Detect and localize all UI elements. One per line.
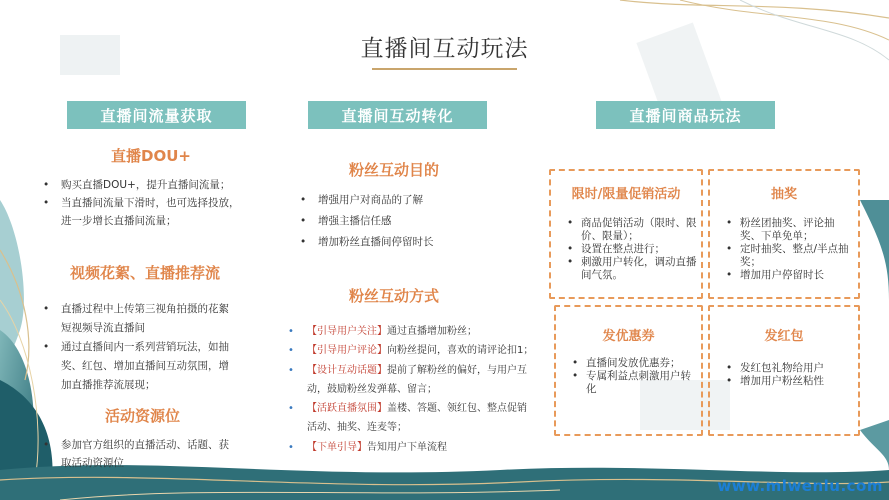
item-tag: 【引导用户评论】 <box>307 345 387 357</box>
col1-sec3-title: 活动资源位 <box>105 407 181 425</box>
col1-header: 直播间流量获取 <box>67 101 246 129</box>
list-item: • 增强用户对商品的了解 <box>296 190 546 211</box>
lottery-box-title: 抽奖 <box>770 187 797 202</box>
footer-url: www.mlwenlu.com <box>717 477 883 495</box>
col1-sec3-list <box>39 436 269 472</box>
col2-sec1-title: 粉丝互动目的 <box>349 161 440 179</box>
item-text: 盖楼、答题、领红包、整点促销 <box>387 403 527 415</box>
list-item-continued <box>284 380 554 399</box>
item-text: 动，鼓励粉丝发弹幕、留言； <box>307 383 437 395</box>
list-item: • 设置在整点进行； <box>567 243 697 256</box>
list-item: • 专属利益点刺激用户转化 <box>572 370 694 396</box>
col1-sec2-title: 视频花絮、直播推荐流 <box>70 264 221 282</box>
list-item: • 粉丝团抽奖、评论抽奖、下单免单； <box>726 217 850 243</box>
coupon-box-list <box>572 357 694 396</box>
list-item: • 增强主播信任感 <box>296 211 546 232</box>
item-text: 活动、抽奖、连麦等； <box>307 422 407 434</box>
coupon-box-title: 发优惠券 <box>602 329 655 344</box>
col2-header: 直播间互动转化 <box>308 101 487 129</box>
list-item-continued: 取活动资源位 <box>61 457 124 469</box>
list-item <box>284 438 554 457</box>
list-item: • 增加用户粉丝粘性 <box>726 375 850 388</box>
item-text: 通过直播增加粉丝； <box>387 326 477 337</box>
item-tag: 【设计互动话题】 <box>307 364 387 376</box>
list-item-continued <box>284 418 554 437</box>
coupon-box <box>554 305 703 436</box>
promo-box <box>549 169 703 299</box>
list-item: • 直播间发放优惠券； <box>572 357 694 370</box>
list-item-continued: 加直播推荐流展现； <box>61 379 156 391</box>
list-item: • 刺激用户转化，调动直播间气氛。 <box>567 256 697 282</box>
list-item: • 增加粉丝直播间停留时长 <box>296 232 546 253</box>
item-tag: 【活跃直播氛围】 <box>307 403 387 415</box>
list-item-continued: 奖、红包、增加直播间互动氛围，增 <box>61 360 229 372</box>
list-item <box>284 322 554 341</box>
list-item <box>284 399 554 418</box>
promo-box-list <box>567 217 697 282</box>
list-item-continued: 短视频导流直播间 <box>61 322 145 334</box>
lottery-box <box>708 169 860 299</box>
col2-sec2-title: 粉丝互动方式 <box>349 287 440 305</box>
col2-sec1-list <box>296 190 546 253</box>
list-item: • 通过直播间内一系列营销玩法，如抽 <box>39 338 269 357</box>
col1-sec1-list <box>39 176 269 230</box>
item-tag: 【下单引导】 <box>307 441 367 453</box>
item-text: 告知用户下单流程 <box>367 441 447 453</box>
col3-header: 直播间商品玩法 <box>596 101 775 129</box>
promo-box-title: 限时/限量促销活动 <box>571 187 681 202</box>
list-item: • 直播过程中上传第三视角拍摄的花絮 <box>39 300 269 319</box>
list-item <box>284 361 554 380</box>
list-item: • 发红包礼物给用户 <box>726 362 850 375</box>
red-packet-box-title: 发红包 <box>764 329 804 344</box>
slide-title: 直播间互动玩法 <box>360 36 529 62</box>
list-item: • 增加用户停留时长 <box>726 269 850 282</box>
list-item: • 当直播间流量下滑时，也可选择投放， <box>39 194 269 212</box>
lottery-box-list <box>726 217 850 282</box>
red-packet-box <box>708 305 860 436</box>
title-underline <box>372 68 517 70</box>
list-item-continued: 进一步增长直播间流量； <box>61 215 177 227</box>
list-item: • 购买直播DOU+，提升直播间流量； <box>39 176 269 194</box>
item-text: 提前了解粉丝的偏好，与用户互 <box>387 364 527 376</box>
list-item: • 商品促销活动（限时、限价、限量）； <box>567 217 697 243</box>
col2-sec2-list <box>284 322 554 457</box>
list-item <box>284 341 554 360</box>
list-item: • 参加官方组织的直播活动、话题、获 <box>39 436 269 454</box>
item-text: 向粉丝提问，喜欢的请评论扣1； <box>387 345 534 357</box>
list-item: • 定时抽奖、整点/半点抽奖； <box>726 243 850 269</box>
red-packet-box-list <box>726 362 850 388</box>
col1-sec2-list <box>39 300 269 395</box>
col1-sec1-title: 直播DOU+ <box>111 147 191 165</box>
item-tag: 【引导用户关注】 <box>307 326 387 337</box>
